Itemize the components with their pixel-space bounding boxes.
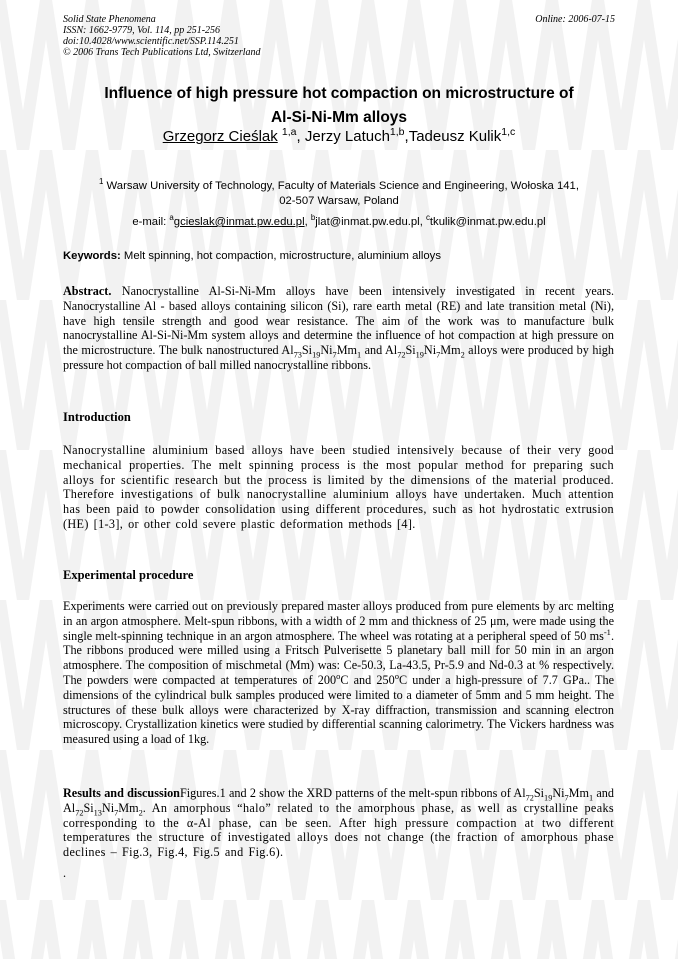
- subscript: 13: [93, 808, 102, 818]
- abstract-text: Mm: [336, 343, 358, 358]
- abstract-text: Mm: [440, 343, 461, 358]
- abstract-text: Ni: [423, 343, 437, 358]
- subscript: 2: [138, 808, 143, 818]
- email-2: jlat@inmat.pw.edu.pl: [315, 216, 420, 228]
- exp-text: . The ribbons produced were milled using a Fritsch Pulverisette 5 planetary ball mill for 50 min in an argon atmosphere. The composition of mischmetal (Mm) was: Ce-50.3, La-43.5, Pr-5.9 and Nd-0.3 at % respectively. The powders were compacted at temperatures of 200: [63, 628, 614, 687]
- experimental-paragraph: [63, 599, 614, 747]
- abstract-text: Si: [301, 343, 313, 358]
- results-text: Ni: [552, 786, 565, 800]
- author-3-sup: 1,c: [501, 126, 516, 138]
- author-1-sup: 1,a: [281, 126, 297, 138]
- subscript: 2: [460, 350, 465, 360]
- results-text: Mm: [118, 800, 139, 815]
- keywords-text: Melt spinning, hot compaction, microstructure, aluminium alloys: [120, 250, 441, 262]
- journal-header: [63, 14, 261, 58]
- subscript: 72: [525, 793, 534, 803]
- abstract-label: Abstract.: [63, 284, 112, 298]
- email-label: e-mail:: [132, 216, 170, 228]
- email-3: tkulik@inmat.pw.edu.pl: [429, 216, 546, 228]
- email-sup: c: [425, 213, 430, 223]
- email-sup: a: [169, 213, 174, 223]
- subscript: 1: [588, 793, 594, 803]
- author-2: Jerzy Latuch: [304, 128, 390, 145]
- abstract-paragraph: [63, 284, 614, 373]
- author-1: Grzegorz Cieślak: [162, 128, 278, 145]
- subscript: 7: [332, 350, 337, 360]
- title-line-2: Al-Si-Ni-Mm alloys: [270, 109, 408, 126]
- results-text: . An amorphous “halo” related to the amorphous phase, as well as crystalline peaks corresponding to the α-Al phase, can be seen. After high pressure compaction at two different temperatures the structure of investigated alloys does not change (the fraction of amorphous phase declines – Fig.3, Fig.4, Fig.5 and Fig.6).: [63, 800, 614, 860]
- results-text: Mm: [568, 786, 589, 800]
- keywords-label: Keywords:: [63, 250, 121, 262]
- email-sep: ,: [419, 216, 426, 228]
- introduction-paragraph: Nanocrystalline aluminium based alloys have been studied intensively because of their very good mechanical properties. The melt spinning process is the most popular method for preparing such alloys for scientific research but the process is limited by the dimensions of the material produced. Therefore investigations of bulk nanocrystalline aluminium alloys have undertaken. Much attention has been paid to powder consolidation using different procedures, such as hot hydrostatic extrusion (HE) [1-3], or other cold severe plastic deformation methods [4].: [63, 443, 614, 531]
- superscript: o: [336, 670, 341, 681]
- abstract-text: and Al: [361, 343, 398, 358]
- copyright-line: © 2006 Trans Tech Publications Ltd, Switzerland: [63, 47, 261, 58]
- email-sup: b: [310, 213, 316, 223]
- subscript: 72: [75, 808, 84, 818]
- superscript: o: [394, 670, 399, 681]
- subscript: 19: [415, 350, 424, 360]
- abstract-text: Nanocrystalline Al-Si-Ni-Mm alloys have been intensively investigated in recent years. Nanocrystalline Al - based alloys containing silicon (Si), rare earth metal (RE) and late transition metal (Ni), have high tensile strength and good wear resistance. The aim of the work was to manufacture bulk nanocrystalline Al-Si-Ni-Mm system alloys and determine the influence of hot compaction at high pressure on the microstructure. The bulk nanostructured Al: [63, 284, 614, 358]
- subscript: 72: [397, 350, 406, 360]
- author-3: Tadeusz Kulik: [408, 128, 502, 145]
- author-sep: ,: [296, 128, 305, 145]
- affiliation-line-1: Warsaw University of Technology, Faculty of Materials Science and Engineering, Wołoska 141,: [103, 180, 579, 192]
- results-heading: Results and discussion: [63, 786, 180, 800]
- experimental-heading: Experimental procedure: [63, 568, 194, 582]
- author-sep: ,: [404, 128, 409, 145]
- email-sep: ,: [304, 216, 311, 228]
- exp-text: C under a high-pressure of 7.7 GPa.. The dimensions of the cylindrical bulk samples produced were limited to a diameter of 5mm and 5 mm height. The structures of these bulk alloys were characterized by X-ray diffraction, transmission and scanning electron microscopy. Crystallization kinetics were studied by differential scanning calorimetry. The Vickers hardness was measured using a load of 1kg.: [63, 672, 614, 747]
- superscript: -1: [603, 626, 611, 637]
- online-date: Online: 2006-07-15: [535, 14, 615, 25]
- paper-title: [40, 82, 638, 130]
- subscript: 7: [436, 350, 441, 360]
- trailing-period: .: [63, 866, 67, 880]
- abstract-text: Si: [405, 343, 416, 358]
- subscript: 1: [357, 350, 362, 360]
- abstract-text: alloys were produced by high pressure hot compaction of ball milled nanocrystalline ribbons.: [63, 343, 614, 372]
- results-text: Figures.1 and 2 show the XRD patterns of the melt-spun ribbons of Al: [179, 786, 526, 800]
- results-text: and Al: [63, 786, 614, 815]
- issn-line: ISSN: 1662-9779, Vol. 114, pp 251-256: [63, 25, 221, 36]
- email-link-1[interactable]: gcieslak@inmat.pw.edu.pl: [173, 216, 305, 228]
- subscript: 19: [544, 793, 553, 803]
- email-line: [40, 213, 638, 228]
- affiliation: [60, 179, 618, 209]
- affiliation-line-2: 02-507 Warsaw, Poland: [279, 195, 399, 207]
- title-line-1: Influence of high pressure hot compaction on microstructure of: [104, 85, 574, 102]
- abstract-text: Ni: [320, 343, 333, 358]
- subscript: 19: [312, 350, 321, 360]
- subscript: 7: [114, 808, 119, 818]
- author-2-sup: 1,b: [389, 126, 405, 138]
- results-text: Si: [83, 800, 94, 815]
- results-paragraph: [63, 786, 614, 860]
- keywords: [63, 250, 441, 262]
- author-list: [40, 128, 638, 145]
- journal-name: Solid State Phenomena: [63, 14, 156, 25]
- exp-text: Experiments were carried out on previously prepared master alloys produced from pure elements by arc melting in an argon atmosphere. Melt-spun ribbons, with a width of 2 mm and thickness of 25 μm, were made using the single melt-spinning technique in an argon atmosphere. The wheel was rotating at a peripheral speed of 50 ms: [63, 599, 614, 643]
- subscript: 7: [564, 793, 569, 803]
- subscript: 73: [293, 350, 302, 360]
- affiliation-sup: 1: [99, 177, 104, 187]
- exp-text: C and 250: [340, 672, 395, 687]
- introduction-heading: Introduction: [63, 410, 131, 424]
- doi-line: doi:10.4028/www.scientific.net/SSP.114.251: [63, 36, 239, 47]
- results-text: Si: [533, 786, 545, 800]
- results-text: Ni: [101, 800, 115, 815]
